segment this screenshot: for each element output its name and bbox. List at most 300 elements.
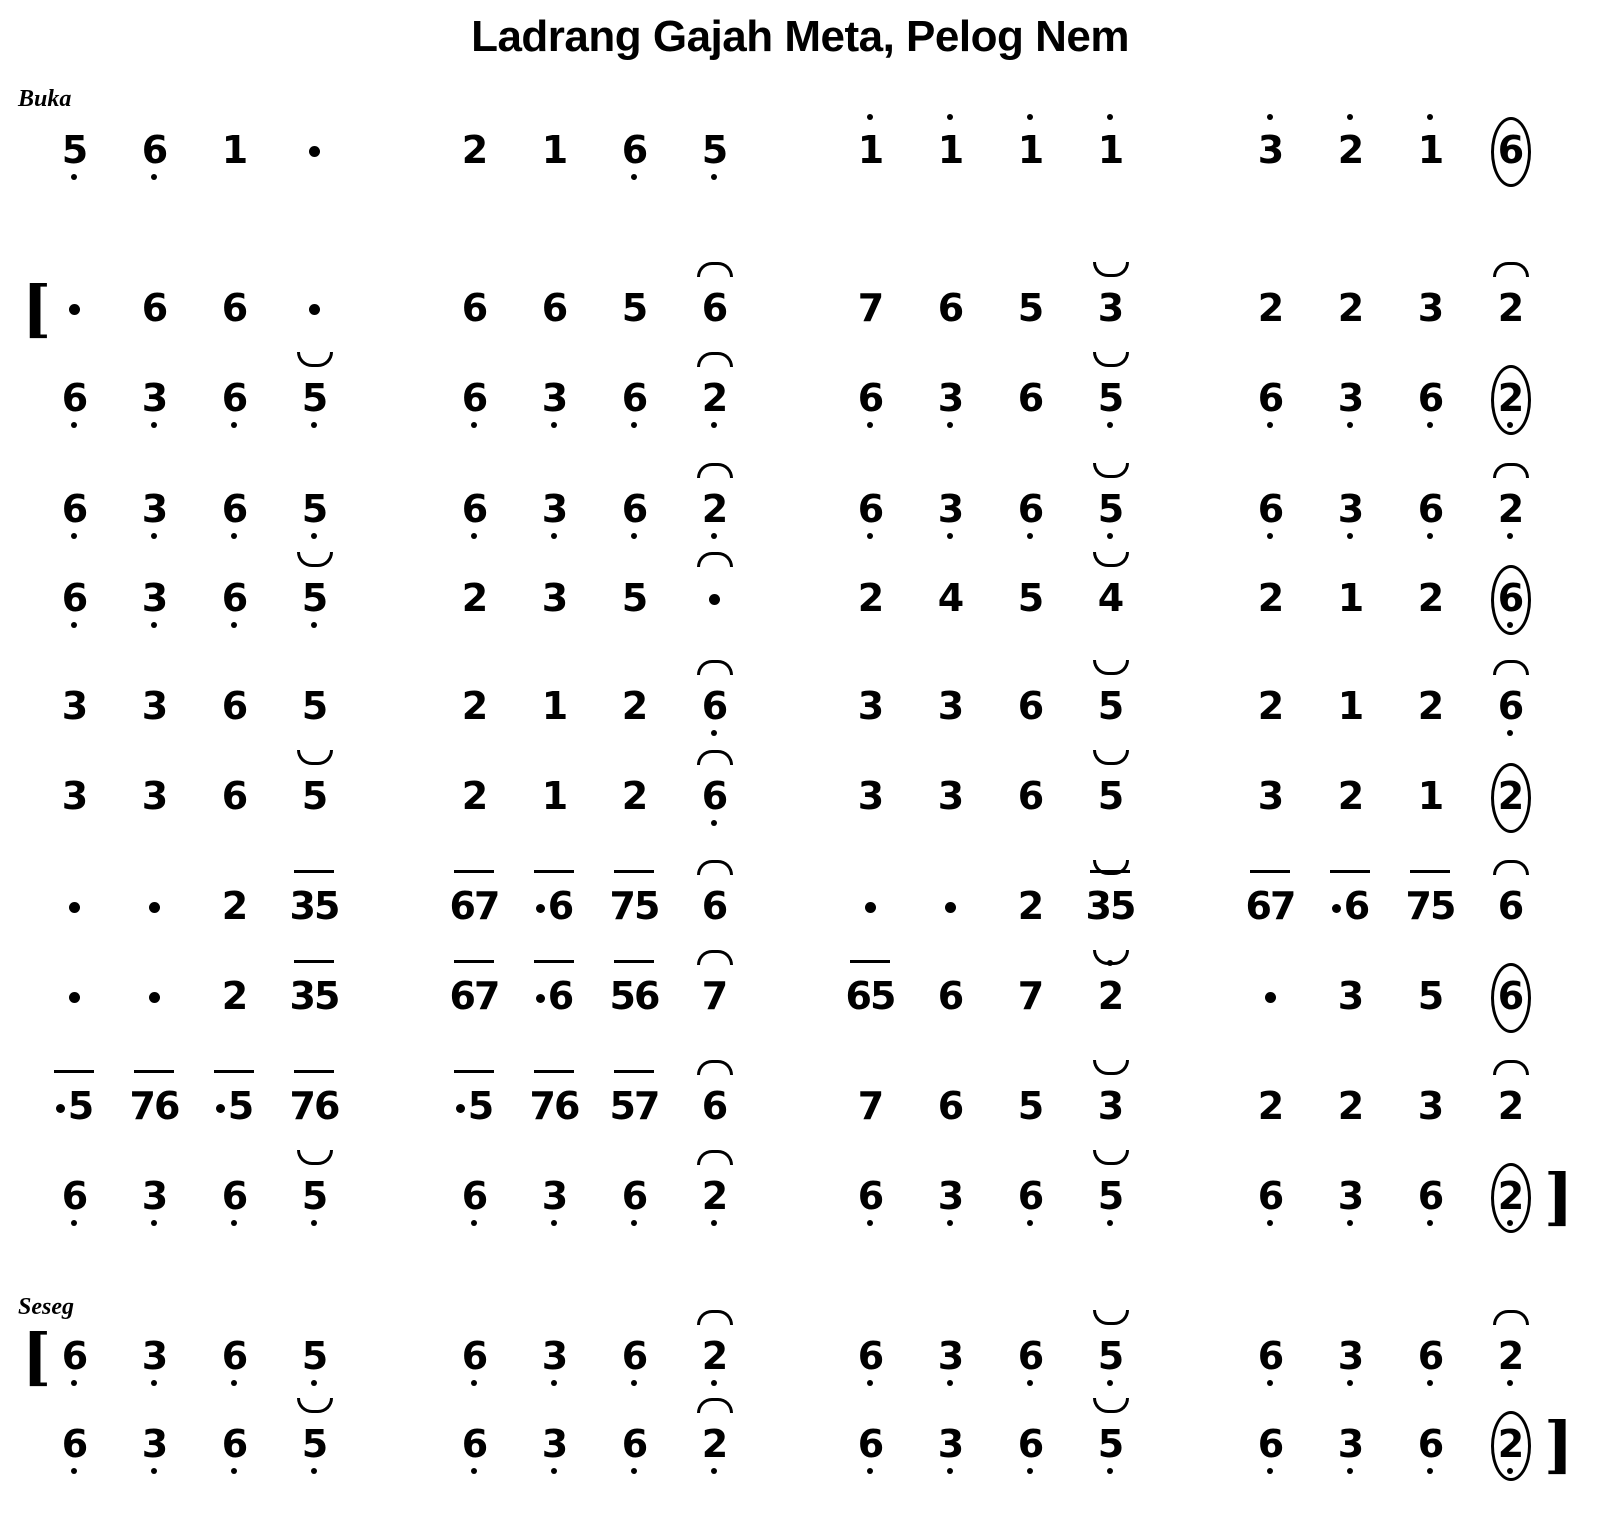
note-cell bbox=[830, 262, 910, 352]
gong-circle-mark bbox=[1491, 963, 1531, 1033]
note-digit: 5 bbox=[301, 1174, 327, 1218]
note-digit: 6 bbox=[461, 1174, 487, 1218]
note-cell bbox=[990, 1150, 1070, 1240]
note-cell bbox=[34, 660, 114, 750]
low-octave-dot bbox=[631, 174, 637, 180]
low-octave-dot bbox=[947, 422, 953, 428]
note-cell bbox=[674, 1150, 754, 1240]
note-cell bbox=[830, 660, 910, 750]
section-label-seseg: Seseg bbox=[18, 1294, 74, 1320]
note-cell bbox=[194, 1398, 274, 1488]
note-cell bbox=[274, 262, 354, 352]
note-digit: 3 bbox=[541, 576, 567, 620]
note-digit: 6 bbox=[514, 970, 594, 1022]
note-digit: 6 bbox=[221, 576, 247, 620]
note-cell bbox=[194, 352, 274, 442]
low-octave-dot bbox=[71, 1380, 77, 1386]
low-octave-dot bbox=[867, 533, 873, 539]
note-cell bbox=[434, 750, 514, 840]
note-cell bbox=[114, 352, 194, 442]
note-digit: 2 bbox=[1337, 286, 1363, 330]
note-digit: 3 bbox=[937, 684, 963, 728]
note-cell bbox=[594, 860, 674, 950]
note-digit: 5 bbox=[701, 128, 727, 172]
note-cell bbox=[434, 660, 514, 750]
low-octave-dot bbox=[1107, 1220, 1113, 1226]
note-cell bbox=[274, 1398, 354, 1488]
note-cell bbox=[990, 463, 1070, 553]
rest-dot bbox=[69, 304, 80, 315]
note-cell bbox=[1310, 750, 1390, 840]
note-digit: 6 bbox=[1497, 884, 1523, 928]
low-octave-dot bbox=[631, 1468, 637, 1474]
low-octave-dot bbox=[471, 1468, 477, 1474]
note-digit: 6 bbox=[541, 286, 567, 330]
note-cell bbox=[34, 1310, 114, 1400]
beam-bar bbox=[614, 870, 654, 873]
note-cell bbox=[1470, 463, 1550, 553]
note-cell bbox=[1230, 1150, 1310, 1240]
note-digit: 5 bbox=[301, 684, 327, 728]
low-octave-dot bbox=[711, 174, 717, 180]
note-digit: 6 bbox=[221, 684, 247, 728]
note-cell bbox=[514, 262, 594, 352]
note-cell bbox=[674, 463, 754, 553]
note-digit: 6 bbox=[1417, 487, 1443, 531]
note-cell bbox=[1070, 463, 1150, 553]
note-cell bbox=[114, 1398, 194, 1488]
note-digit: 5 bbox=[1017, 576, 1043, 620]
low-octave-dot bbox=[711, 730, 717, 736]
high-octave-dot bbox=[1027, 114, 1033, 120]
low-octave-dot bbox=[1267, 1468, 1273, 1474]
note-cell bbox=[1230, 660, 1310, 750]
note-cell bbox=[1310, 1060, 1390, 1150]
note-cell bbox=[1070, 552, 1150, 642]
note-cell bbox=[1470, 352, 1550, 442]
note-cell bbox=[1070, 950, 1150, 1040]
note-digit: 6 bbox=[701, 1084, 727, 1128]
note-digit: 6 bbox=[61, 1334, 87, 1378]
note-cell bbox=[674, 104, 754, 194]
beam-bar bbox=[214, 1070, 254, 1073]
note-cell bbox=[830, 1310, 910, 1400]
note-digit: 3 bbox=[141, 774, 167, 818]
notation-row bbox=[0, 1310, 1600, 1400]
note-cell bbox=[274, 1310, 354, 1400]
note-digit: 5 bbox=[1097, 376, 1123, 420]
notation-row bbox=[0, 1398, 1600, 1488]
low-octave-dot bbox=[231, 1380, 237, 1386]
note-cell bbox=[990, 1398, 1070, 1488]
note-cell bbox=[114, 660, 194, 750]
note-digit: 6 bbox=[1497, 128, 1523, 172]
note-cell bbox=[910, 352, 990, 442]
low-octave-dot bbox=[71, 533, 77, 539]
kempul-arc-mark bbox=[1093, 1398, 1129, 1413]
low-octave-dot bbox=[1427, 1220, 1433, 1226]
note-digit: 6 bbox=[461, 376, 487, 420]
note-cell bbox=[1390, 660, 1470, 750]
note-cell bbox=[34, 352, 114, 442]
low-octave-dot bbox=[711, 820, 717, 826]
note-cell bbox=[274, 1150, 354, 1240]
note-digit: 6 bbox=[221, 1422, 247, 1466]
high-octave-dot bbox=[1427, 114, 1433, 120]
note-digit: 2 bbox=[1337, 1084, 1363, 1128]
note-cell bbox=[1230, 552, 1310, 642]
note-digit: 6 bbox=[461, 286, 487, 330]
low-octave-dot bbox=[1427, 1380, 1433, 1386]
beam-bar bbox=[1330, 870, 1370, 873]
low-octave-dot bbox=[1027, 1220, 1033, 1226]
note-cell bbox=[434, 1398, 514, 1488]
note-cell bbox=[434, 104, 514, 194]
note-cell bbox=[194, 104, 274, 194]
low-octave-dot bbox=[71, 174, 77, 180]
note-digit: 3 bbox=[937, 774, 963, 818]
note-digit: 6 bbox=[701, 286, 727, 330]
note-cell bbox=[674, 1398, 754, 1488]
low-octave-dot bbox=[471, 1380, 477, 1386]
note-digit: 56 bbox=[609, 974, 659, 1018]
note-digit: 3 bbox=[541, 1422, 567, 1466]
kenong-arc-mark bbox=[697, 750, 733, 765]
note-digit: 6 bbox=[221, 774, 247, 818]
kenong-arc-mark bbox=[697, 860, 733, 875]
note-digit: 6 bbox=[1257, 376, 1283, 420]
note-digit: 6 bbox=[1497, 684, 1523, 728]
note-digit: 3 bbox=[141, 1422, 167, 1466]
note-digit: 35 bbox=[289, 884, 339, 928]
note-digit: 6 bbox=[621, 128, 647, 172]
notation-row bbox=[0, 552, 1600, 642]
note-cell bbox=[274, 352, 354, 442]
note-cell bbox=[830, 750, 910, 840]
note-digit: 76 bbox=[529, 1084, 579, 1128]
note-cell bbox=[1390, 352, 1470, 442]
note-cell bbox=[1230, 104, 1310, 194]
note-digit: 6 bbox=[621, 1422, 647, 1466]
note-digit: 2 bbox=[1497, 1334, 1523, 1378]
kenong-arc-mark bbox=[1493, 1060, 1529, 1075]
note-cell bbox=[1230, 860, 1310, 950]
kempul-arc-mark bbox=[297, 1398, 333, 1413]
note-cell bbox=[274, 860, 354, 950]
note-digit: 1 bbox=[857, 128, 883, 172]
note-digit: 2 bbox=[701, 1422, 727, 1466]
rest-dot bbox=[1265, 992, 1276, 1003]
note-cell bbox=[1390, 552, 1470, 642]
note-digit: 6 bbox=[621, 1174, 647, 1218]
note-digit: 6 bbox=[1017, 376, 1043, 420]
low-octave-dot bbox=[151, 622, 157, 628]
note-cell bbox=[830, 1150, 910, 1240]
note-cell bbox=[594, 104, 674, 194]
note-digit: 6 bbox=[1417, 1174, 1443, 1218]
kempul-arc-mark bbox=[297, 1150, 333, 1165]
kenong-arc-mark bbox=[697, 552, 733, 567]
note-cell bbox=[1070, 262, 1150, 352]
kenong-arc-mark bbox=[697, 950, 733, 965]
note-cell bbox=[1230, 1398, 1310, 1488]
note-digit: 6 bbox=[1417, 1334, 1443, 1378]
beam-bar bbox=[454, 870, 494, 873]
note-digit: 2 bbox=[221, 884, 247, 928]
note-cell bbox=[990, 104, 1070, 194]
note-cell bbox=[1310, 950, 1390, 1040]
note-cell bbox=[194, 1060, 274, 1150]
note-cell bbox=[1470, 950, 1550, 1040]
note-digit: 6 bbox=[141, 286, 167, 330]
high-octave-dot bbox=[947, 114, 953, 120]
kenong-arc-mark bbox=[697, 1398, 733, 1413]
note-digit: 1 bbox=[1417, 128, 1443, 172]
notation-row bbox=[0, 104, 1600, 194]
notation-row bbox=[0, 660, 1600, 750]
low-octave-dot bbox=[1347, 1220, 1353, 1226]
note-digit: 3 bbox=[937, 1174, 963, 1218]
note-digit: 3 bbox=[541, 487, 567, 531]
low-octave-dot bbox=[71, 1220, 77, 1226]
note-cell bbox=[1230, 950, 1310, 1040]
note-cell bbox=[514, 104, 594, 194]
note-cell bbox=[114, 552, 194, 642]
note-digit: 5 bbox=[621, 576, 647, 620]
low-octave-dot bbox=[1427, 533, 1433, 539]
note-cell bbox=[434, 1150, 514, 1240]
note-cell bbox=[1310, 860, 1390, 950]
note-digit: 5 bbox=[34, 1080, 114, 1132]
low-octave-dot bbox=[1427, 1468, 1433, 1474]
note-digit: 75 bbox=[609, 884, 659, 928]
note-digit: 6 bbox=[937, 974, 963, 1018]
note-digit: 3 bbox=[1097, 1084, 1123, 1128]
gong-circle-mark bbox=[1491, 565, 1531, 635]
note-cell bbox=[194, 262, 274, 352]
note-cell bbox=[674, 552, 754, 642]
low-octave-dot bbox=[1107, 422, 1113, 428]
note-digit: 6 bbox=[937, 1084, 963, 1128]
note-cell bbox=[910, 860, 990, 950]
low-octave-dot bbox=[1267, 1380, 1273, 1386]
note-cell bbox=[114, 1310, 194, 1400]
low-octave-dot bbox=[71, 422, 77, 428]
note-cell bbox=[114, 950, 194, 1040]
note-cell bbox=[1310, 352, 1390, 442]
note-cell bbox=[1470, 262, 1550, 352]
note-digit: 1 bbox=[1337, 684, 1363, 728]
note-cell bbox=[114, 463, 194, 553]
note-digit: 2 bbox=[621, 774, 647, 818]
note-digit: 6 bbox=[621, 1334, 647, 1378]
note-cell bbox=[274, 552, 354, 642]
note-cell bbox=[1470, 860, 1550, 950]
low-octave-dot bbox=[947, 1220, 953, 1226]
kempul-arc-mark bbox=[1093, 660, 1129, 675]
notation-row bbox=[0, 950, 1600, 1040]
note-cell bbox=[1230, 750, 1310, 840]
note-digit: 6 bbox=[221, 1334, 247, 1378]
note-cell bbox=[1310, 262, 1390, 352]
note-digit: 5 bbox=[1017, 286, 1043, 330]
notation-row bbox=[0, 1060, 1600, 1150]
low-octave-dot bbox=[231, 533, 237, 539]
beam-bar bbox=[294, 870, 334, 873]
note-digit: 5 bbox=[1097, 1334, 1123, 1378]
note-cell bbox=[1390, 1310, 1470, 1400]
kempul-arc-mark bbox=[1093, 1060, 1129, 1075]
beam-bar bbox=[454, 960, 494, 963]
note-cell bbox=[114, 1150, 194, 1240]
note-cell bbox=[1230, 1060, 1310, 1150]
note-digit: 3 bbox=[1417, 286, 1443, 330]
note-cell bbox=[274, 104, 354, 194]
note-cell bbox=[434, 1060, 514, 1150]
note-cell bbox=[990, 552, 1070, 642]
note-cell bbox=[594, 1060, 674, 1150]
note-digit: 5 bbox=[301, 576, 327, 620]
low-octave-dot bbox=[311, 533, 317, 539]
note-digit: 6 bbox=[857, 1422, 883, 1466]
note-digit: 1 bbox=[541, 774, 567, 818]
beam-bar bbox=[1410, 870, 1450, 873]
gong-circle-mark bbox=[1491, 117, 1531, 187]
notation-row bbox=[0, 262, 1600, 352]
note-cell bbox=[194, 860, 274, 950]
note-digit: 3 bbox=[1337, 1174, 1363, 1218]
note-cell bbox=[1390, 1398, 1470, 1488]
beam-bar bbox=[1250, 870, 1290, 873]
note-digit: 6 bbox=[61, 487, 87, 531]
note-cell bbox=[990, 750, 1070, 840]
kempul-arc-mark bbox=[1093, 1150, 1129, 1165]
note-digit: 6 bbox=[61, 376, 87, 420]
low-octave-dot bbox=[631, 1220, 637, 1226]
note-digit: 6 bbox=[1017, 1422, 1043, 1466]
note-digit: 2 bbox=[1417, 576, 1443, 620]
note-digit: 5 bbox=[1097, 774, 1123, 818]
note-digit: 2 bbox=[1257, 684, 1283, 728]
note-cell bbox=[990, 1310, 1070, 1400]
beam-bar bbox=[134, 1070, 174, 1073]
beam-bar bbox=[534, 1070, 574, 1073]
note-digit: 1 bbox=[541, 128, 567, 172]
high-octave-dot bbox=[867, 114, 873, 120]
low-octave-dot bbox=[551, 1468, 557, 1474]
low-octave-dot bbox=[151, 533, 157, 539]
note-digit: 6 bbox=[937, 286, 963, 330]
note-cell bbox=[1070, 1398, 1150, 1488]
note-cell bbox=[910, 262, 990, 352]
note-digit: 67 bbox=[449, 974, 499, 1018]
note-digit: 3 bbox=[61, 684, 87, 728]
low-octave-dot bbox=[151, 1380, 157, 1386]
note-digit: 35 bbox=[289, 974, 339, 1018]
note-digit: 6 bbox=[221, 1174, 247, 1218]
note-digit: 6 bbox=[1017, 774, 1043, 818]
low-octave-dot bbox=[471, 422, 477, 428]
note-cell bbox=[1390, 1150, 1470, 1240]
note-digit: 6 bbox=[1257, 1334, 1283, 1378]
note-digit: 5 bbox=[434, 1080, 514, 1132]
low-octave-dot bbox=[1267, 422, 1273, 428]
note-cell bbox=[910, 1398, 990, 1488]
note-digit: 7 bbox=[701, 974, 727, 1018]
note-digit: 67 bbox=[1245, 884, 1295, 928]
low-octave-dot bbox=[1027, 1380, 1033, 1386]
note-digit: 3 bbox=[857, 684, 883, 728]
low-octave-dot bbox=[1107, 1468, 1113, 1474]
note-cell bbox=[910, 660, 990, 750]
note-digit: 2 bbox=[701, 1334, 727, 1378]
note-cell bbox=[34, 463, 114, 553]
note-digit: 6 bbox=[1497, 974, 1523, 1018]
note-cell bbox=[830, 463, 910, 553]
note-cell bbox=[194, 750, 274, 840]
beam-bar bbox=[534, 870, 574, 873]
note-cell bbox=[1070, 1310, 1150, 1400]
low-octave-dot bbox=[1507, 533, 1513, 539]
low-octave-dot bbox=[551, 533, 557, 539]
note-cell bbox=[990, 860, 1070, 950]
low-octave-dot bbox=[311, 422, 317, 428]
low-octave-dot bbox=[151, 174, 157, 180]
note-digit: 2 bbox=[1497, 774, 1523, 818]
note-cell bbox=[990, 660, 1070, 750]
note-digit: 2 bbox=[857, 576, 883, 620]
kempul-arc-mark bbox=[297, 352, 333, 367]
note-cell bbox=[514, 950, 594, 1040]
note-digit: 2 bbox=[1337, 774, 1363, 818]
note-cell bbox=[1470, 552, 1550, 642]
low-octave-dot bbox=[311, 1380, 317, 1386]
note-cell bbox=[114, 750, 194, 840]
note-cell bbox=[34, 1060, 114, 1150]
note-digit: 76 bbox=[289, 1084, 339, 1128]
low-octave-dot bbox=[71, 622, 77, 628]
note-cell bbox=[674, 750, 754, 840]
note-cell bbox=[1390, 463, 1470, 553]
rest-dot bbox=[149, 902, 160, 913]
note-cell bbox=[194, 463, 274, 553]
note-cell bbox=[514, 552, 594, 642]
low-octave-dot bbox=[947, 533, 953, 539]
note-cell bbox=[594, 1398, 674, 1488]
note-cell bbox=[1230, 1310, 1310, 1400]
note-digit: 3 bbox=[1337, 487, 1363, 531]
rest-dot bbox=[309, 146, 320, 157]
kenong-arc-mark bbox=[697, 660, 733, 675]
note-cell bbox=[1390, 1060, 1470, 1150]
note-digit: 5 bbox=[301, 1422, 327, 1466]
note-digit: 3 bbox=[937, 1334, 963, 1378]
note-cell bbox=[990, 1060, 1070, 1150]
low-octave-dot bbox=[471, 533, 477, 539]
note-digit: 65 bbox=[845, 974, 895, 1018]
note-cell bbox=[434, 552, 514, 642]
note-digit: 7 bbox=[857, 286, 883, 330]
note-cell bbox=[274, 660, 354, 750]
note-digit: 3 bbox=[1337, 1422, 1363, 1466]
note-digit: 3 bbox=[937, 376, 963, 420]
note-digit: 3 bbox=[1257, 128, 1283, 172]
note-digit: 2 bbox=[461, 576, 487, 620]
note-digit: 2 bbox=[1497, 376, 1523, 420]
note-digit: 6 bbox=[461, 487, 487, 531]
low-octave-dot bbox=[551, 1220, 557, 1226]
note-cell bbox=[1230, 352, 1310, 442]
